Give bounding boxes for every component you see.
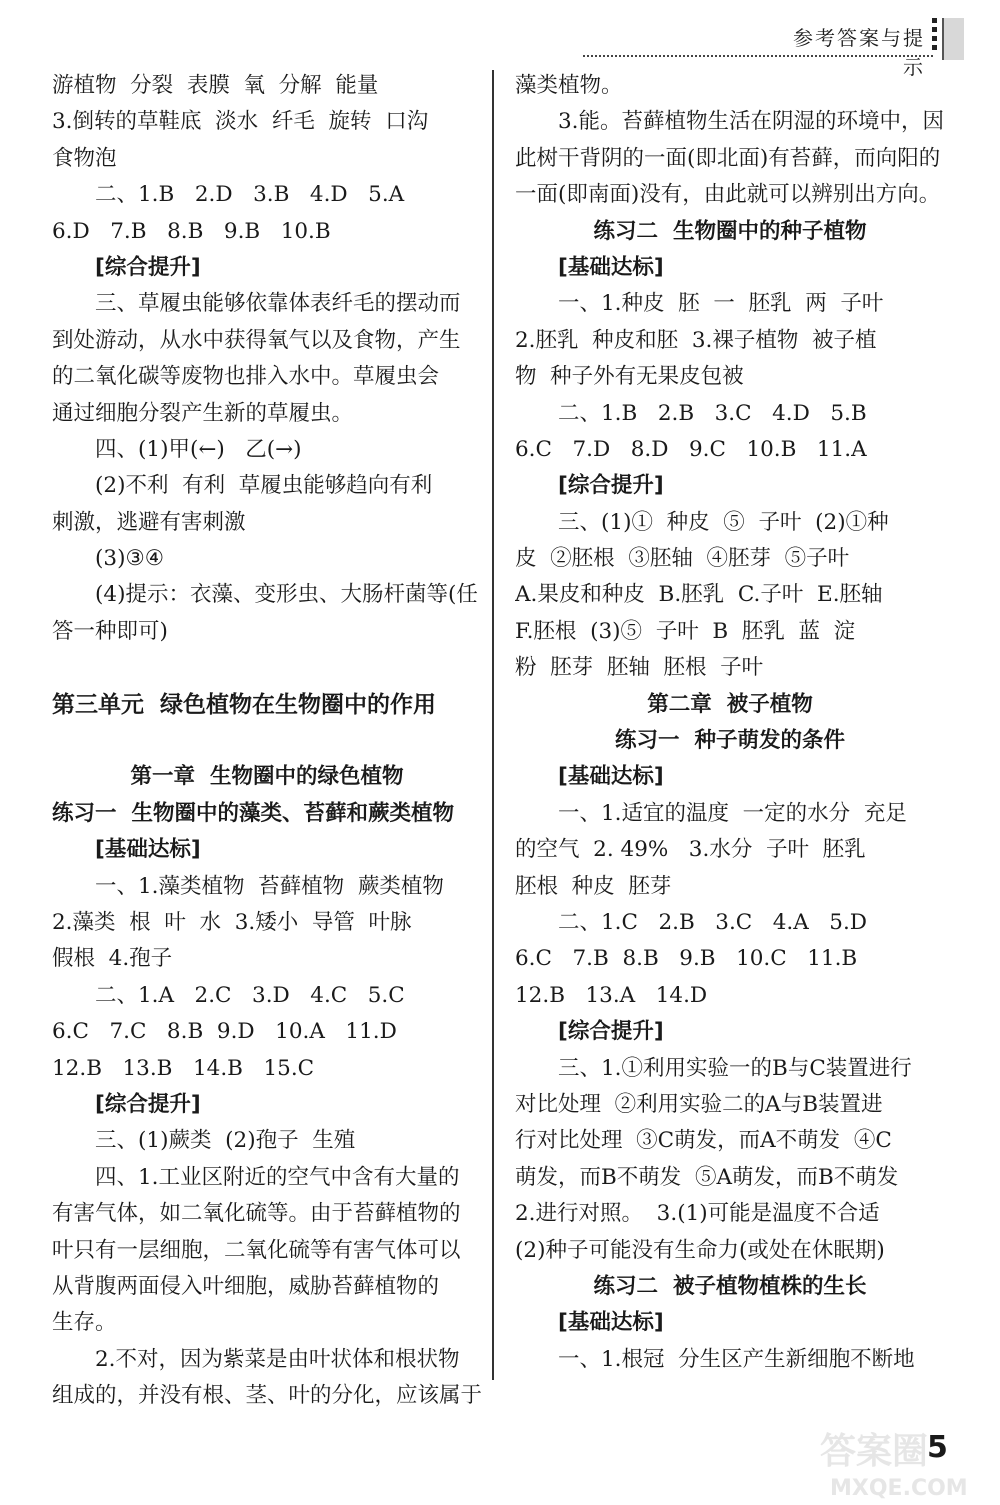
text-line: 四、1.工业区附近的空气中含有大量的 xyxy=(95,1164,460,1190)
text-line: 练习一 种子萌发的条件 xyxy=(615,728,845,754)
text-line: (3)③④ xyxy=(95,546,165,572)
text-line: 到处游动，从水中获得氧气以及食物，产生 xyxy=(52,327,461,353)
text-line: 3.能。苔藓植物生活在阴湿的环境中，因 xyxy=(558,109,945,135)
text-line: 练习二 被子植物植株的生长 xyxy=(593,1273,867,1299)
text-line: 物 种子外有无果皮包被 xyxy=(515,364,744,390)
header-mark-icon xyxy=(932,18,938,54)
text-line: 二、1.B 2.D 3.B 4.D 5.A xyxy=(95,182,405,208)
text-line: 组成的，并没有根、茎、叶的分化，应该属于 xyxy=(52,1383,482,1409)
text-line: 一、1.根冠 分生区产生新细胞不断地 xyxy=(558,1346,915,1372)
text-line: 胚根 种皮 胚芽 xyxy=(515,873,672,899)
text-line: 三、1.①利用实验一的B与C装置进行 xyxy=(558,1055,912,1081)
text-line: 萌发，而B不萌发 ⑤A萌发，而B不萌发 xyxy=(515,1164,899,1190)
text-line: 三、草履虫能够依靠体表纤毛的摆动而 xyxy=(95,291,461,317)
text-line: 行对比处理 ③C萌发，而A不萌发 ④C xyxy=(515,1128,892,1154)
text-line: 2.不对，因为紫菜是由叶状体和根状物 xyxy=(95,1346,460,1372)
text-line: 2.进行对照。 3.(1)可能是温度不合适 xyxy=(515,1201,880,1227)
text-line: (2)不利 有利 草履虫能够趋向有利 xyxy=(95,473,433,499)
text-line: [综合提升] xyxy=(558,473,664,499)
watermark-logo-icon xyxy=(800,1415,980,1500)
text-line: 游植物 分裂 表膜 氧 分解 能量 xyxy=(52,73,379,98)
text-line: 四、(1)甲(←) 乙(→) xyxy=(95,436,302,462)
text-line: 二、1.B 2.B 3.C 4.D 5.B xyxy=(558,400,867,426)
text-line: (2)种子可能没有生命力(或处在休眠期) xyxy=(515,1237,885,1263)
text-line: 一、1.种皮 胚 一 胚乳 两 子叶 xyxy=(558,291,884,317)
text-line: [综合提升] xyxy=(95,254,201,280)
header-dotted-rule xyxy=(583,55,933,57)
watermark-text: 答案圈 xyxy=(820,1431,929,1472)
text-line: 3.倒转的草鞋底 淡水 纤毛 旋转 口沟 xyxy=(52,109,429,135)
text-line: 三、(1)蕨类 (2)孢子 生殖 xyxy=(95,1128,356,1154)
header-tab-icon xyxy=(942,18,964,60)
right-column xyxy=(515,68,945,1378)
text-line: 有害气体，如二氧化硫等。由于苔藓植物的 xyxy=(52,1201,461,1227)
text-line: A.果皮和种皮 B.胚乳 C.子叶 E.胚轴 xyxy=(515,582,883,608)
text-line: 6.C 7.C 8.B 9.D 10.A 11.D xyxy=(52,1019,397,1045)
text-line: 食物泡 xyxy=(52,145,117,171)
text-line: [基础达标] xyxy=(95,837,201,863)
text-line: 的空气 2. 49% 3.水分 子叶 胚乳 xyxy=(515,837,866,863)
text-line: 皮 ②胚根 ③胚轴 ④胚芽 ⑤子叶 xyxy=(515,546,850,572)
text-line: 12.B 13.B 14.B 15.C xyxy=(52,1055,315,1081)
text-line xyxy=(52,723,482,759)
text-line: 刺激，逃避有害刺激 xyxy=(52,509,246,535)
text-line: 2.胚乳 种皮和胚 3.裸子植物 被子植 xyxy=(515,327,877,353)
text-line: 第二章 被子植物 xyxy=(647,691,813,717)
text-line: 答一种即可) xyxy=(52,618,168,644)
text-line: F.胚根 (3)⑤ 子叶 B 胚乳 蓝 淀 xyxy=(515,618,856,644)
text-line: [基础达标] xyxy=(558,254,664,280)
text-line: 练习二 生物圈中的种子植物 xyxy=(593,218,867,244)
text-line: 6.C 7.D 8.D 9.C 10.B 11.A xyxy=(515,436,867,462)
text-line: 此树干背阴的一面(即北面)有苔藓，而向阳的 xyxy=(515,145,941,171)
text-line: [综合提升] xyxy=(95,1091,201,1117)
text-line: (4)提示：衣藻、变形虫、大肠杆菌等(任 xyxy=(95,582,478,608)
watermark-url: MXQE.COM xyxy=(830,1476,968,1500)
text-line: 生存。 xyxy=(52,1310,117,1336)
text-line: 6.C 7.B 8.B 9.B 10.C 11.B xyxy=(515,946,858,972)
text-line: 二、1.A 2.C 3.D 4.C 5.C xyxy=(95,982,405,1008)
text-line: 12.B 13.A 14.D xyxy=(515,982,708,1008)
column-divider xyxy=(492,70,494,1380)
text-line: 一面(即南面)没有，由此就可以辨别出方向。 xyxy=(515,182,941,208)
text-line: 二、1.C 2.B 3.C 4.A 5.D xyxy=(558,909,868,935)
text-line: 一、1.藻类植物 苔藓植物 蕨类植物 xyxy=(95,873,444,899)
text-line: 的二氧化碳等废物也排入水中。草履虫会 xyxy=(52,364,440,390)
text-line: 假根 4.孢子 xyxy=(52,946,173,972)
text-line: 6.D 7.B 8.B 9.B 10.B xyxy=(52,218,331,244)
text-line: [基础达标] xyxy=(558,764,664,790)
text-line: 粉 胚芽 胚轴 胚根 子叶 xyxy=(515,655,764,681)
page-number: 5 xyxy=(927,1430,948,1465)
text-line: 对比处理 ②利用实验二的A与B装置进 xyxy=(515,1091,883,1117)
header-title: 参考答案与提示 xyxy=(793,26,925,79)
left-column xyxy=(52,68,482,1414)
text-line: 一、1.适宜的温度 一定的水分 充足 xyxy=(558,800,907,826)
text-line: 第一章 生物圈中的绿色植物 xyxy=(130,764,404,790)
text-line: 通过细胞分裂产生新的草履虫。 xyxy=(52,400,354,426)
text-line: 第三单元 绿色植物在生物圈中的作用 xyxy=(52,691,437,718)
text-line: 从背腹两面侵入叶细胞，威胁苔藓植物的 xyxy=(52,1273,440,1299)
text-line: [基础达标] xyxy=(558,1310,664,1336)
text-line: 练习一 生物圈中的藻类、苔藓和蕨类植物 xyxy=(52,800,454,826)
text-line xyxy=(52,650,482,686)
text-line: 三、(1)① 种皮 ⑤ 子叶 (2)①种 xyxy=(558,509,889,535)
text-line: 2.藻类 根 叶 水 3.矮小 导管 叶脉 xyxy=(52,909,412,935)
text-line: [综合提升] xyxy=(558,1019,664,1045)
text-line: 叶只有一层细胞，二氧化硫等有害气体可以 xyxy=(52,1237,461,1263)
text-line: 藻类植物。 xyxy=(515,73,623,98)
